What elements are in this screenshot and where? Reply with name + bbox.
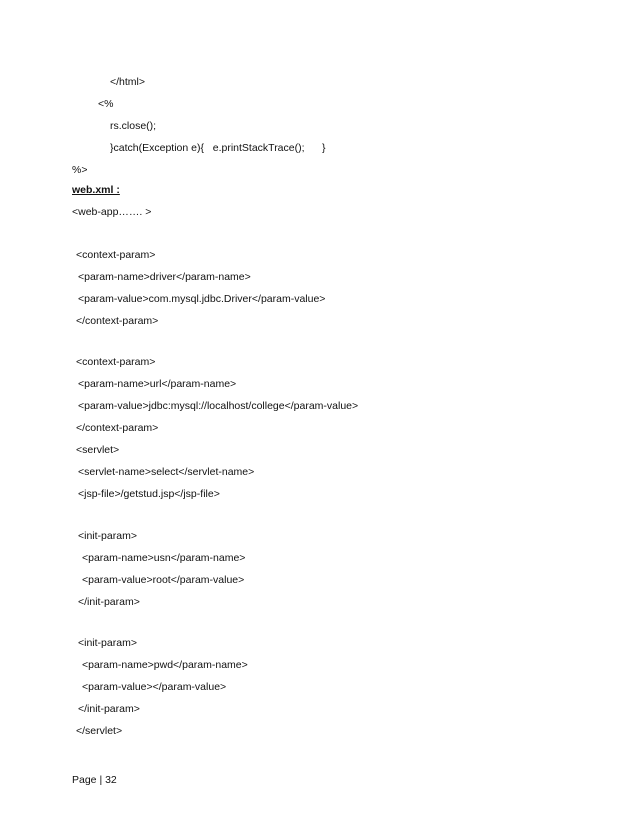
code-line: <%	[98, 98, 114, 110]
code-line: <param-value></param-value>	[82, 681, 227, 693]
code-line: <jsp-file>/getstud.jsp</jsp-file>	[78, 488, 220, 500]
code-line: <param-name>driver</param-name>	[78, 271, 251, 283]
code-line: <web-app……. >	[72, 206, 152, 218]
code-line: <param-name>usn</param-name>	[82, 552, 246, 564]
code-line: <init-param>	[78, 637, 137, 649]
code-line: <init-param>	[78, 530, 137, 542]
page-number-footer: Page | 32	[72, 774, 117, 786]
code-line: }catch(Exception e){ e.printStackTrace(); }	[110, 142, 326, 154]
code-line: </context-param>	[76, 315, 159, 327]
code-line: <context-param>	[76, 249, 156, 261]
code-line: </init-param>	[78, 596, 140, 608]
code-line: <param-value>root</param-value>	[82, 574, 245, 586]
code-line: rs.close();	[110, 120, 157, 132]
code-line: </context-param>	[76, 422, 159, 434]
code-line: </init-param>	[78, 703, 140, 715]
code-line: <servlet>	[76, 444, 120, 456]
code-line: <param-name>url</param-name>	[78, 378, 237, 390]
code-line: <servlet-name>select</servlet-name>	[78, 466, 255, 478]
code-line: </html>	[110, 76, 146, 88]
code-line: <context-param>	[76, 356, 156, 368]
code-line: %>	[72, 164, 88, 176]
code-line: </servlet>	[76, 725, 123, 737]
code-line: <param-value>jdbc:mysql://localhost/college</param-value>	[78, 400, 359, 412]
section-heading: web.xml :	[72, 184, 120, 196]
code-line: <param-value>com.mysql.jdbc.Driver</param-value>	[78, 293, 326, 305]
code-line: <param-name>pwd</param-name>	[82, 659, 248, 671]
